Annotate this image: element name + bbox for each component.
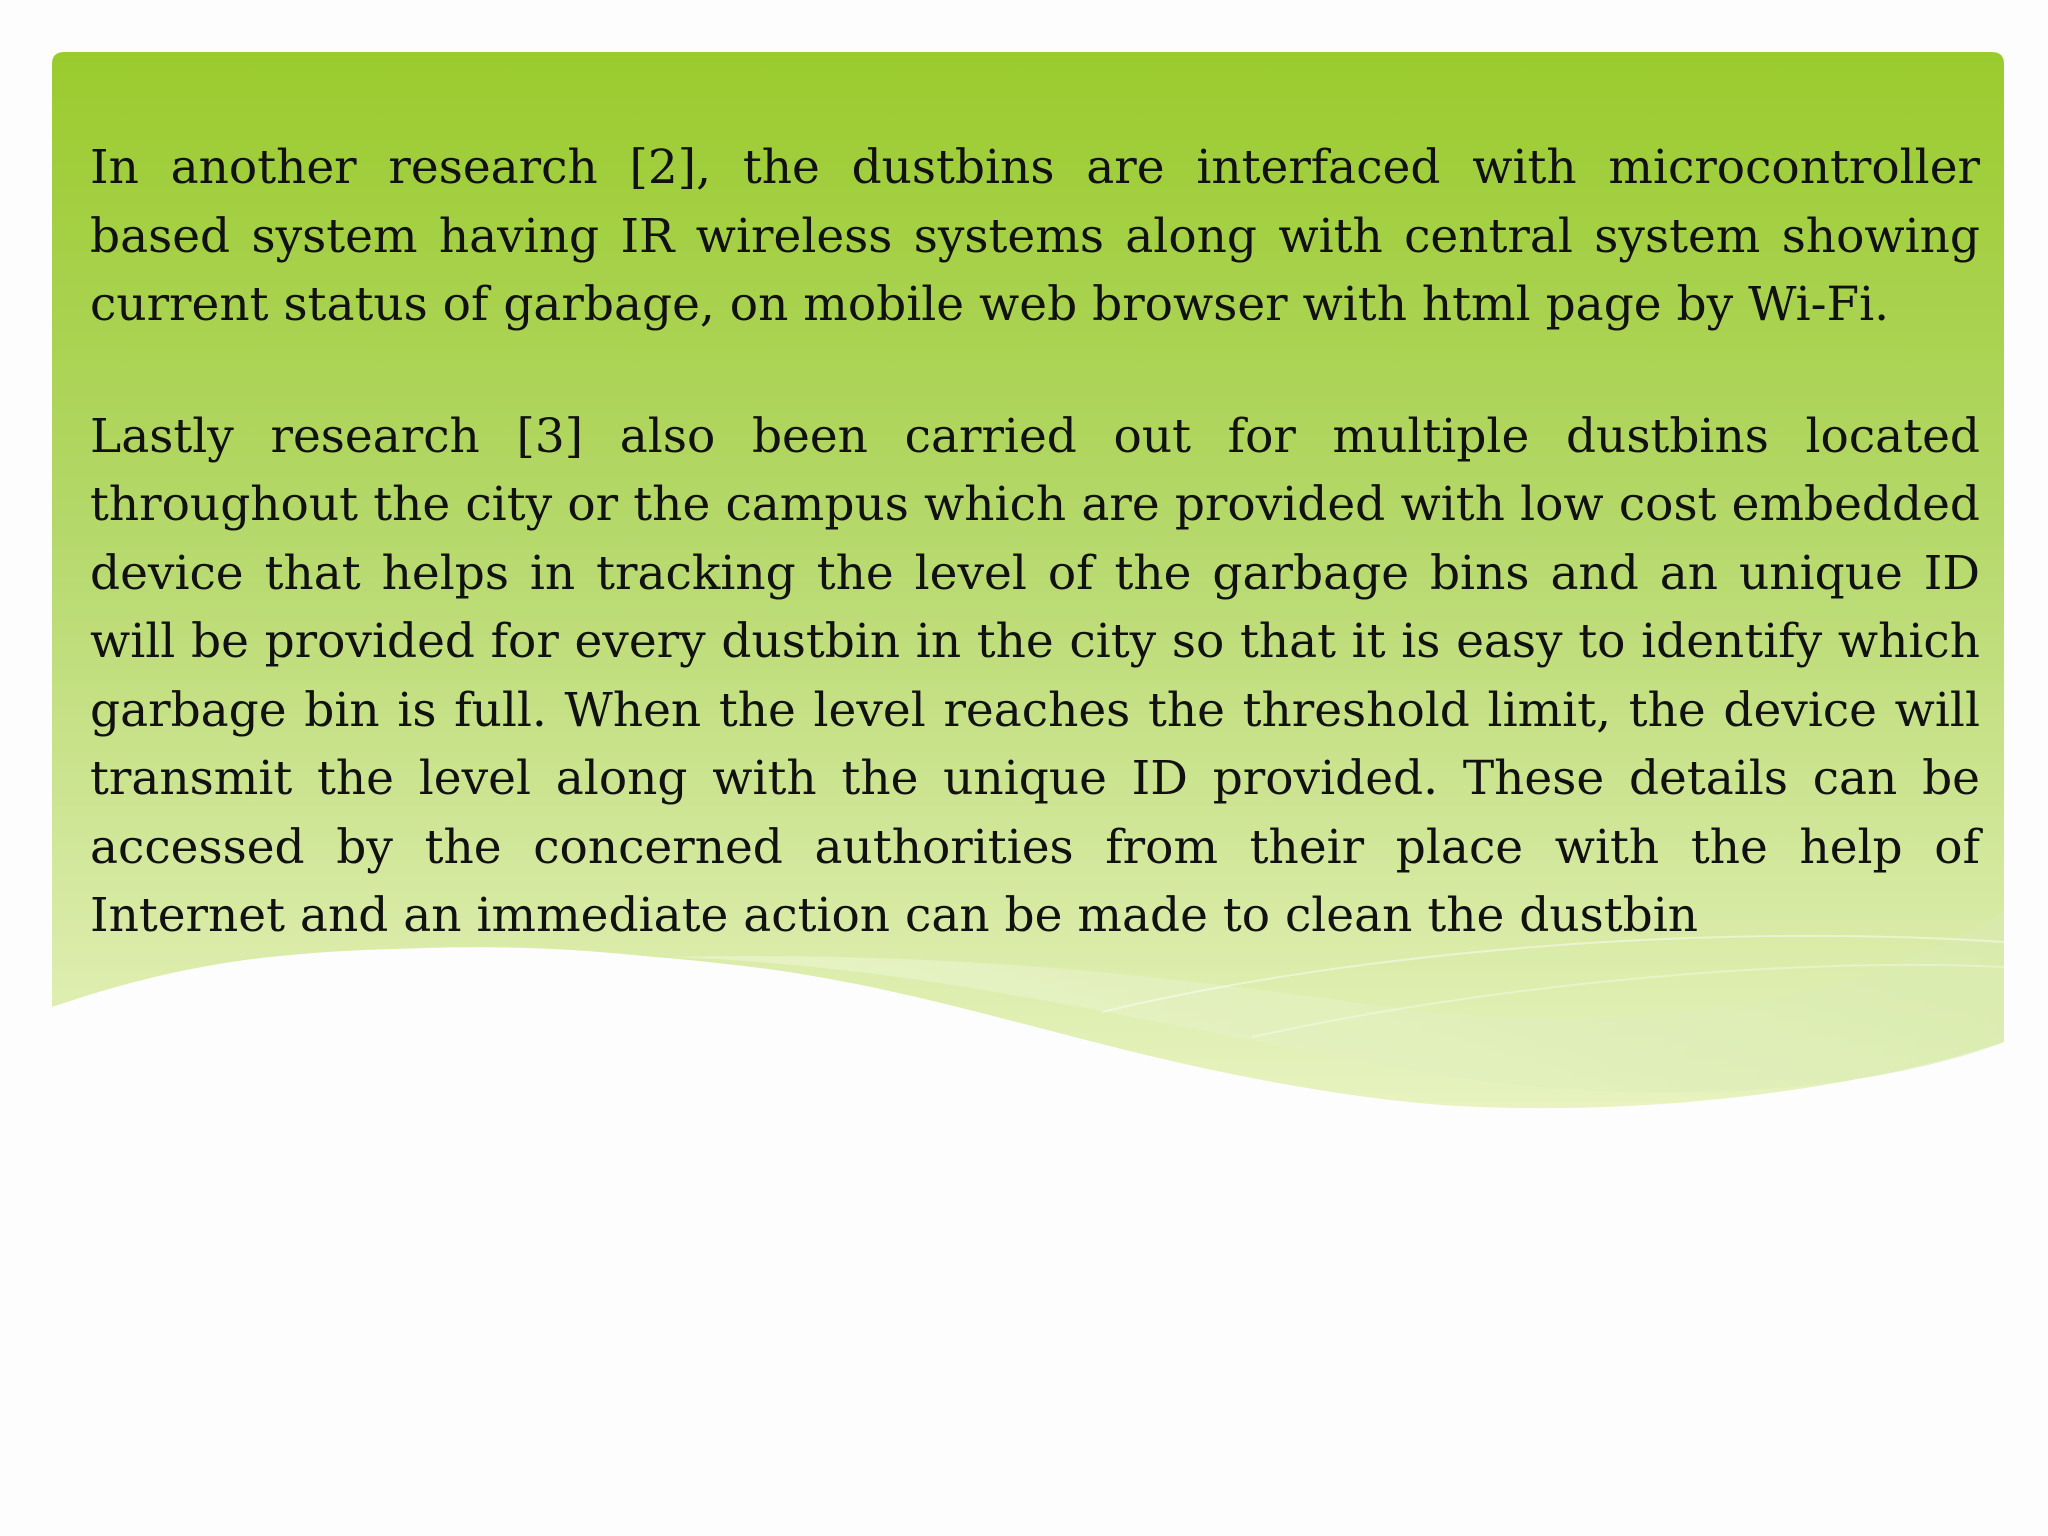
slide-body xyxy=(90,134,1980,951)
paragraph-research-2: In another research [2], the dustbins are interfaced with microcontroller based system having IR wireless systems along with central system showing current status of garbage, on mobile web browser with html page by Wi-Fi. xyxy=(90,140,1980,332)
paragraph-research-3: Lastly research [3] also been carried out for multiple dustbins located throughout the city or the campus which are provided with low cost embedded device that helps in tracking the level of the garbage bins and an unique ID will be provided for every dustbin in the city so that it is easy to identify which garbage bin is full. When the level reaches the threshold limit, the device will transmit the level along with the unique ID provided. These details can be accessed by the concerned authorities from their place with the help of Internet and an immediate action can be made to clean the dustbin xyxy=(90,408,1980,943)
